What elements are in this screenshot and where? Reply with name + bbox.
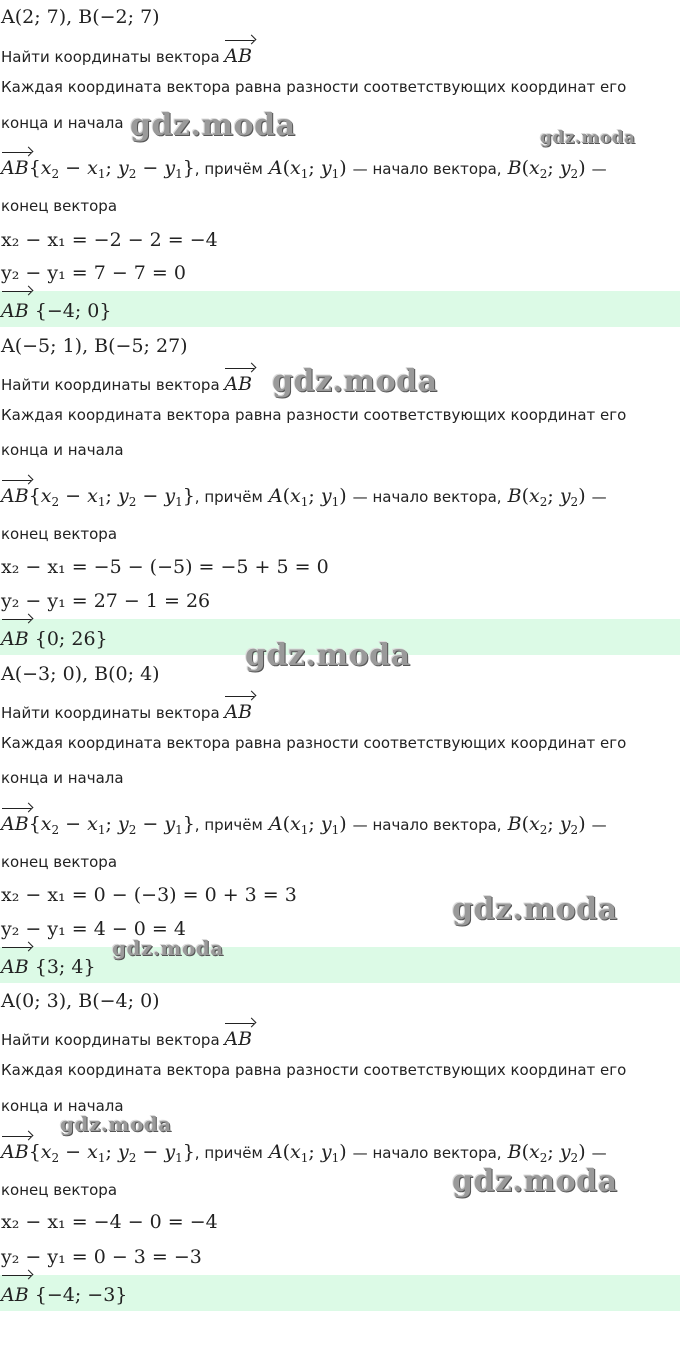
watermark: gdz.moda xyxy=(272,364,438,399)
task2-rule-line1: Каждая координата вектора равна разности соответствующих координат его xyxy=(1,406,627,424)
vector-ab: AB xyxy=(224,696,252,728)
task1-dx: x₂ − x₁ = −2 − 2 = −4 xyxy=(1,229,218,251)
task4-formula: $AB\{x_2 - x_1$; $y_2 - y_1$}, причём $A(x_1$; $y_1$) — начало вектора, $B(x_2$; $y_2$) — xyxy=(0,1136,680,1168)
task2-dy: y₂ − y₁ = 27 − 1 = 26 xyxy=(1,590,211,612)
task1-find: Найти координаты вектора AB xyxy=(0,40,680,68)
task4-points: A(0; 3), B(−4; 0) xyxy=(1,990,160,1012)
vector-ab: AB xyxy=(224,40,252,72)
task4-answer: AB {−4; −3} xyxy=(0,1275,680,1311)
task3-rule-line2: конца и начала xyxy=(1,769,124,787)
task4-dy: y₂ − y₁ = 0 − 3 = −3 xyxy=(1,1246,202,1268)
task3-dy: y₂ − y₁ = 4 − 0 = 4 xyxy=(1,918,186,940)
task4-dx: x₂ − x₁ = −4 − 0 = −4 xyxy=(1,1211,218,1233)
task3-points: A(−3; 0), B(0; 4) xyxy=(1,663,160,685)
vector-ab: AB xyxy=(224,1023,252,1055)
task2-points: A(−5; 1), B(−5; 27) xyxy=(1,335,188,357)
task2-formula-end: конец вектора xyxy=(1,525,118,543)
task3-formula-end: конец вектора xyxy=(1,853,118,871)
vector-ab: AB xyxy=(1,152,29,184)
vector-ab: AB xyxy=(1,947,29,987)
task1-rule-line2: конца и начала xyxy=(1,114,124,132)
vector-ab: AB xyxy=(1,619,29,659)
watermark: gdz.moda xyxy=(112,936,224,960)
task3-rule-line1: Каждая координата вектора равна разности соответствующих координат его xyxy=(1,734,627,752)
watermark: gdz.moda xyxy=(540,128,636,148)
vector-ab: AB xyxy=(1,291,29,331)
task2-answer: AB {0; 26} xyxy=(0,619,680,655)
vector-ab: AB xyxy=(1,1136,29,1168)
watermark: gdz.moda xyxy=(452,1164,618,1199)
task3-dx: x₂ − x₁ = 0 − (−3) = 0 + 3 = 3 xyxy=(1,884,297,906)
vector-ab: AB xyxy=(1,808,29,840)
task1-rule-line1: Каждая координата вектора равна разности соответствующих координат его xyxy=(1,78,627,96)
vector-ab: AB xyxy=(1,1275,29,1315)
task4-find: Найти координаты вектора AB xyxy=(0,1023,680,1051)
task4-rule-line2: конца и начала xyxy=(1,1097,124,1115)
watermark: gdz.moda xyxy=(245,638,411,673)
task2-formula: $AB\{x_2 - x_1$; $y_2 - y_1$}, причём $A(x_1$; $y_1$) — начало вектора, $B(x_2$; $y_2$) — xyxy=(0,480,680,512)
task3-find: Найти координаты вектора AB xyxy=(0,696,680,724)
task2-find: Найти координаты вектора AB xyxy=(0,368,680,396)
task2-rule-line2: конца и начала xyxy=(1,441,124,459)
task2-dx: x₂ − x₁ = −5 − (−5) = −5 + 5 = 0 xyxy=(1,556,329,578)
task4-formula-end: конец вектора xyxy=(1,1181,118,1199)
task1-formula: $AB\{x_2 - x_1$; $y_2 - y_1$}, причём $A(x_1$; $y_1$) — начало вектора, $B(x_2$; $y_2$) — xyxy=(0,152,680,184)
task3-answer: AB {3; 4} xyxy=(0,947,680,983)
task3-formula: $AB\{x_2 - x_1$; $y_2 - y_1$}, причём $A(x_1$; $y_1$) — начало вектора, $B(x_2$; $y_2$) — xyxy=(0,808,680,840)
task1-answer: AB {−4; 0} xyxy=(0,291,680,327)
watermark: gdz.moda xyxy=(60,1112,172,1136)
vector-ab: AB xyxy=(1,480,29,512)
task1-formula-end: конец вектора xyxy=(1,197,118,215)
task1-dy: y₂ − y₁ = 7 − 7 = 0 xyxy=(1,262,186,284)
task1-points: A(2; 7), B(−2; 7) xyxy=(1,6,160,28)
vector-ab: AB xyxy=(224,368,252,400)
task4-rule-line1: Каждая координата вектора равна разности соответствующих координат его xyxy=(1,1061,627,1079)
watermark: gdz.moda xyxy=(452,892,618,927)
watermark: gdz.moda xyxy=(130,108,296,143)
